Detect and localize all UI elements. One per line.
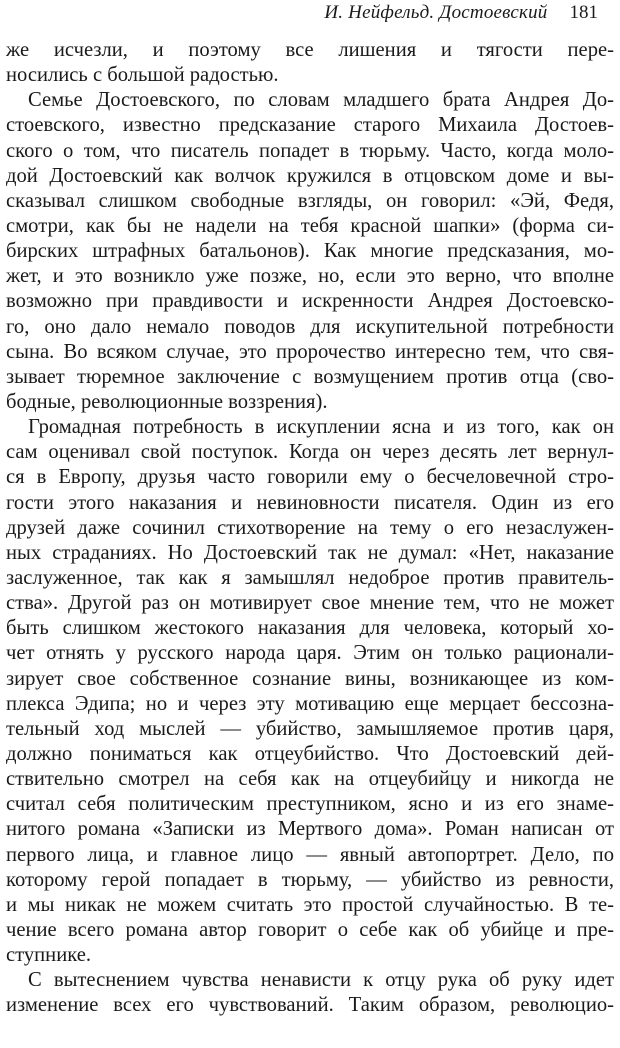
text-line: бодные, революционные воззрения).: [6, 390, 328, 413]
text-line: нитого романа «Записки из Мертвого дома». Роман написан от: [6, 818, 614, 841]
text-line: бирских штрафных батальонов). Как многие предсказания, мо-: [6, 240, 614, 263]
text-line: чет отнять у русского народа царя. Этим он только рационали-: [6, 642, 614, 665]
text-line: Семье Достоевского, по словам младшего брата Андрея До-: [28, 89, 614, 112]
text-line: ствительно смотрел на себя как на отцеубийцу и никогда не: [6, 768, 614, 791]
text-line: быть слишком жестокого наказания для человека, который хо-: [6, 617, 614, 640]
text-line: заслуженное, так как я замышлял недоброе против правитель-: [6, 566, 614, 589]
text-line: жет, и это возникло уже позже, но, если это верно, что вполне: [6, 265, 614, 288]
text-line: же исчезли, и поэтому все лишения и тягости пере-: [6, 39, 614, 61]
text-line: С вытеснением чувства ненависти к отцу рука об руку идет: [28, 969, 614, 992]
body-text: [6, 38, 614, 1018]
text-line: Громадная потребность в искуплении ясна и из того, как он: [28, 416, 614, 439]
text-line: ся в Европу, друзья часто говорили ему о бесчеловечной стро-: [6, 466, 614, 489]
text-line: сына. Во всяком случае, это пророчество интересно тем, что свя-: [6, 340, 614, 363]
text-line: смотри, как бы не надели на тебя красной шапки» (форма си-: [6, 214, 614, 237]
running-title: И. Нейфельд. Достоевский: [324, 2, 548, 23]
text-line: возможно при правдивости и искренности Андрея Достоевско-: [6, 290, 614, 313]
text-line: гости этого наказания и невиновности писателя. Один из его: [6, 491, 614, 514]
text-line: которому герой попадает в тюрьму, — убийство из ревности,: [6, 868, 614, 891]
text-line: первого лица, и главное лицо — явный автопортрет. Дело, по: [6, 843, 614, 866]
text-line: должно пониматься как отцеубийство. Что Достоевский дей-: [6, 742, 614, 765]
text-line: зирует свое собственное сознание вины, возникающее из ком-: [6, 667, 614, 690]
text-line: друзей даже сочинил стихотворение на тему о его незаслужен-: [6, 516, 614, 539]
text-line: считал себя политическим преступником, ясно и из его знаме-: [6, 793, 614, 816]
text-line: и мы никак не можем считать это простой случайностью. В те-: [6, 893, 614, 916]
text-line: носились с большой радостью.: [6, 64, 279, 87]
text-line: плекса Эдипа; но и через эту мотивацию еще мерцает бессозна-: [6, 692, 614, 715]
text-line: зывает тюремное заключение с возмущением против отца (сво-: [6, 365, 614, 388]
text-line: ства». Другой раз он мотивирует свое мнение тем, что не может: [6, 592, 614, 615]
text-line: ступнике.: [6, 944, 92, 967]
text-line: тельный ход мыслей — убийство, замышляемое против царя,: [6, 717, 614, 740]
running-header: [0, 2, 598, 28]
text-line: ных страданиях. Но Достоевский так не думал: «Нет, наказание: [6, 541, 614, 564]
text-line: сказывал слишком свободные взгляды, он говорил: «Эй, Федя,: [6, 189, 614, 212]
text-line: чение всего романа автор говорит о себе как об убийце и пре-: [6, 918, 614, 941]
text-line: го, оно дало немало поводов для искупительной потребности: [6, 315, 614, 338]
text-line: стоевского, известно предсказание старого Михаила Достоев-: [6, 114, 614, 137]
text-line: сам оценивал свой поступок. Когда он через десять лет вернул-: [6, 441, 614, 464]
page-number: 181: [569, 2, 598, 23]
text-line: дой Достоевский как волчок кружился в отцовском доме и вы-: [6, 164, 614, 187]
text-line: ского о том, что писатель попадет в тюрьму. Часто, когда моло-: [6, 139, 614, 162]
text-line: изменение всех его чувствований. Таким образом, революцио-: [6, 994, 614, 1017]
